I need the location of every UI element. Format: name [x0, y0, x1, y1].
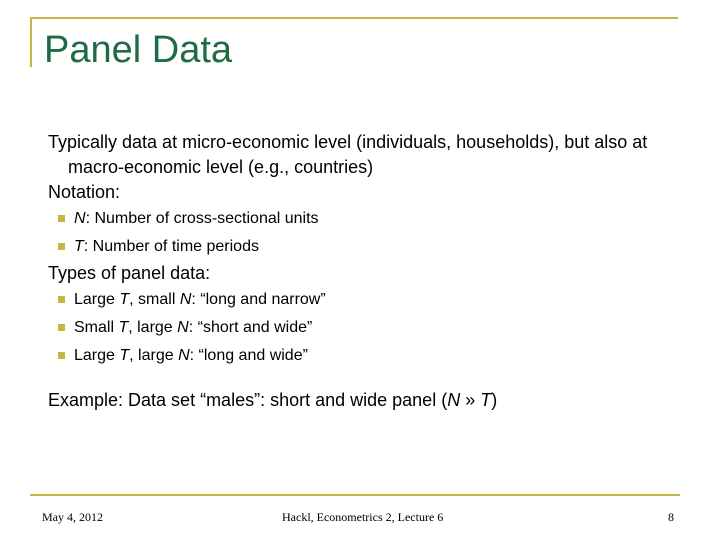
types-text: : “short and wide” [188, 319, 313, 336]
types-symbol: T [119, 347, 130, 364]
notation-item [48, 205, 688, 233]
types-text: : “long and narrow” [191, 291, 326, 308]
example-text: ) [491, 390, 498, 410]
example-operator: » [460, 390, 481, 410]
example-symbol: N [447, 390, 461, 410]
slide-content [48, 130, 688, 413]
types-text: : “long and wide” [189, 347, 308, 364]
types-text: , large [129, 347, 179, 364]
types-item [48, 314, 688, 342]
frame-left-line [30, 17, 32, 67]
example-paragraph [48, 388, 688, 413]
types-symbol: T [118, 319, 129, 336]
types-symbol: N [177, 319, 189, 336]
footer-rule [30, 494, 680, 496]
example-text: Example: Data set “males”: short and wide panel ( [48, 390, 448, 410]
square-bullet-icon [58, 296, 65, 303]
types-text: Small [74, 319, 119, 336]
square-bullet-icon [58, 243, 65, 250]
notation-text: : Number of time periods [83, 238, 259, 255]
types-text: Large [74, 291, 120, 308]
types-symbol: N [178, 347, 190, 364]
types-item [48, 342, 688, 370]
types-symbol: N [179, 291, 192, 308]
frame-top-line [30, 17, 678, 19]
notation-heading: Notation: [48, 182, 121, 202]
square-bullet-icon [58, 324, 65, 331]
example-symbol: T [480, 390, 492, 410]
types-text: Large [74, 347, 120, 364]
footer-date: May 4, 2012 [42, 510, 103, 524]
page-number: 8 [668, 510, 674, 524]
notation-list [48, 205, 688, 261]
notation-symbol: N [74, 210, 86, 227]
square-bullet-icon [58, 215, 65, 222]
types-item [48, 286, 688, 314]
intro-paragraph: Typically data at micro-economic level (individuals, households), but also at macro-economic level (e.g., countries) [48, 132, 648, 177]
types-text: , large [128, 319, 178, 336]
types-list [48, 286, 688, 370]
types-symbol: T [119, 291, 130, 308]
slide-title: Panel Data [44, 29, 233, 71]
types-text: , small [129, 291, 180, 308]
footer-citation: Hackl, Econometrics 2, Lecture 6 [282, 510, 444, 524]
notation-text: : Number of cross-sectional units [85, 210, 319, 227]
notation-item [48, 233, 688, 261]
notation-symbol: T [74, 238, 84, 255]
types-heading: Types of panel data: [48, 263, 211, 283]
square-bullet-icon [58, 352, 65, 359]
